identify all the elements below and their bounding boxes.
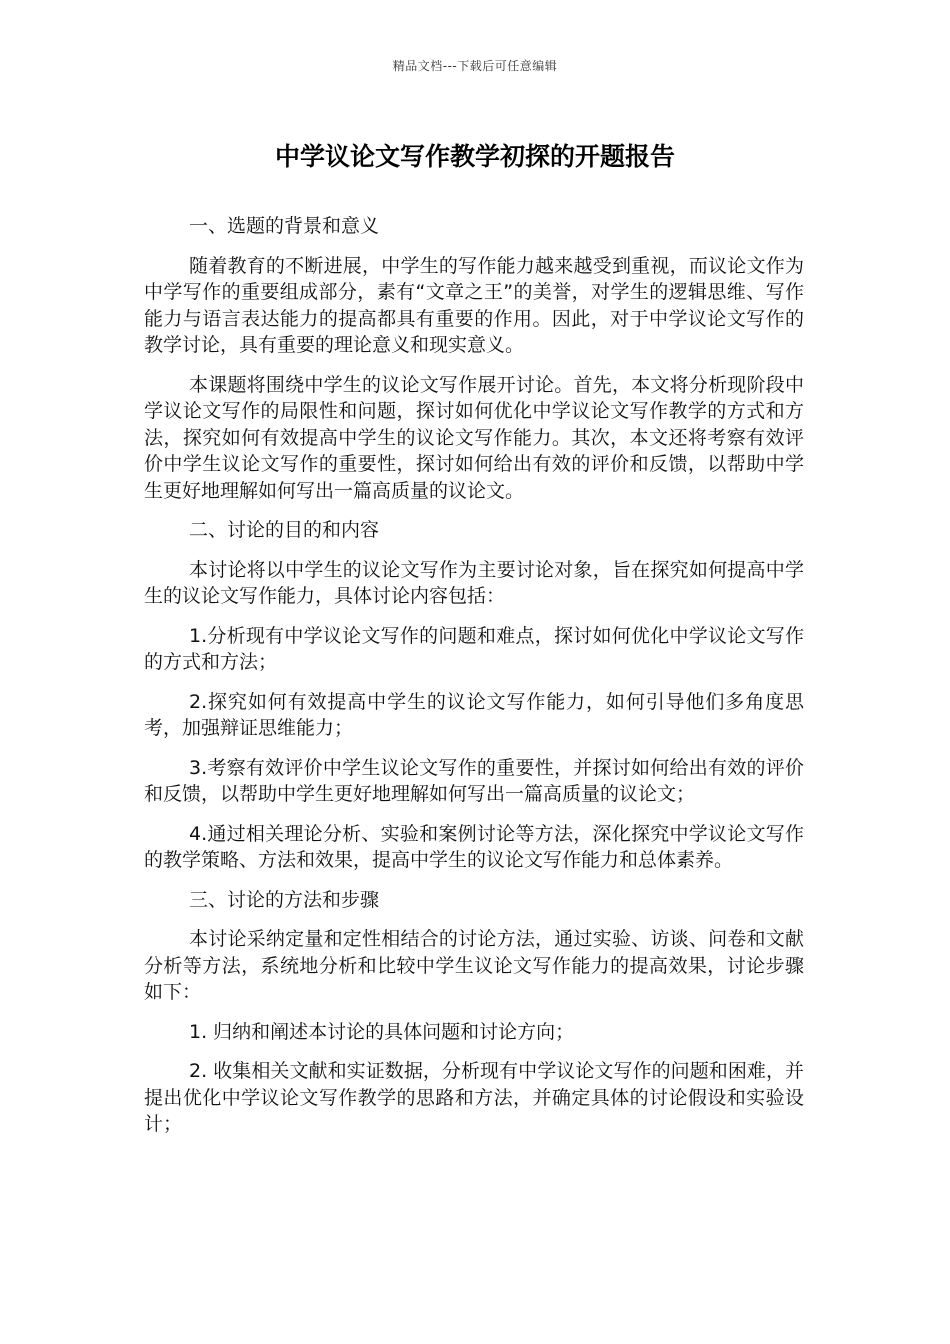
list-item-content-1: 1.分析现有中学议论文写作的问题和难点，探讨如何优化中学议论文写作的方式和方法； <box>144 624 804 673</box>
list-item-step-2: 2. 收集相关文献和实证数据，分析现有中学议论文写作的问题和困难，并提出优化中学议论文写作教学的思路和方法，并确定具体的讨论假设和实验设计； <box>144 1060 804 1135</box>
list-item-step-1: 1. 归纳和阐述本讨论的具体问题和讨论方向； <box>189 1020 575 1043</box>
document-title: 中学议论文写作教学初探的开题报告 <box>274 142 675 171</box>
paragraph-methods-intro: 本讨论采纳定量和定性相结合的讨论方法，通过实验、访谈、问卷和文献分析等方法，系统地分析和比较中学生议论文写作能力的提高效果，讨论步骤如下： <box>144 928 804 1003</box>
document-body <box>144 213 804 1151</box>
section-heading-background: 一、选题的背景和意义 <box>189 215 380 237</box>
section-heading-methods: 三、讨论的方法和步骤 <box>189 888 380 911</box>
list-item-content-3: 3.考察有效评价中学生议论文写作的重要性，并探讨如何给出有效的评价和反馈，以帮助中学生更好地理解如何写出一篇高质量的议论文； <box>144 756 804 805</box>
paragraph-purpose-intro: 本讨论将以中学生的议论文写作为主要讨论对象，旨在探究如何提高中学生的议论文写作能力，具体讨论内容包括： <box>144 558 804 607</box>
list-item-content-4: 4.通过相关理论分析、实验和案例讨论等方法，深化探究中学议论文写作的教学策略、方法和效果，提高中学生的议论文写作能力和总体素养。 <box>144 822 804 871</box>
paragraph-topic-scope: 本课题将围绕中学生的议论文写作展开讨论。首先，本文将分析现阶段中学议论文写作的局限性和问题，探讨如何优化中学议论文写作教学的方式和方法，探究如何有效提高中学生的议论文写作能力。其次，本文还将考察有效评价中学生议论文写作的重要性，探讨如何给出有效的评价和反馈，以帮助中学生更好地理解如何写出一篇高质量的议论文。 <box>144 373 804 502</box>
header-note: 精品文档---下载后可任意编辑 <box>392 59 558 73</box>
section-heading-purpose: 二、讨论的目的和内容 <box>189 519 380 541</box>
list-item-content-2: 2.探究如何有效提高中学生的议论文写作能力，如何引导他们多角度思考，加强辩证思维能力； <box>144 690 804 739</box>
paragraph-background: 随着教育的不断进展，中学生的写作能力越来越受到重视，而议论文作为中学写作的重要组成部分，素有“文章之王”的美誉，对学生的逻辑思维、写作能力与语言表达能力的提高都具有重要的作用。因此，对于中学议论文写作的教学讨论，具有重要的理论意义和现实意义。 <box>144 254 804 356</box>
